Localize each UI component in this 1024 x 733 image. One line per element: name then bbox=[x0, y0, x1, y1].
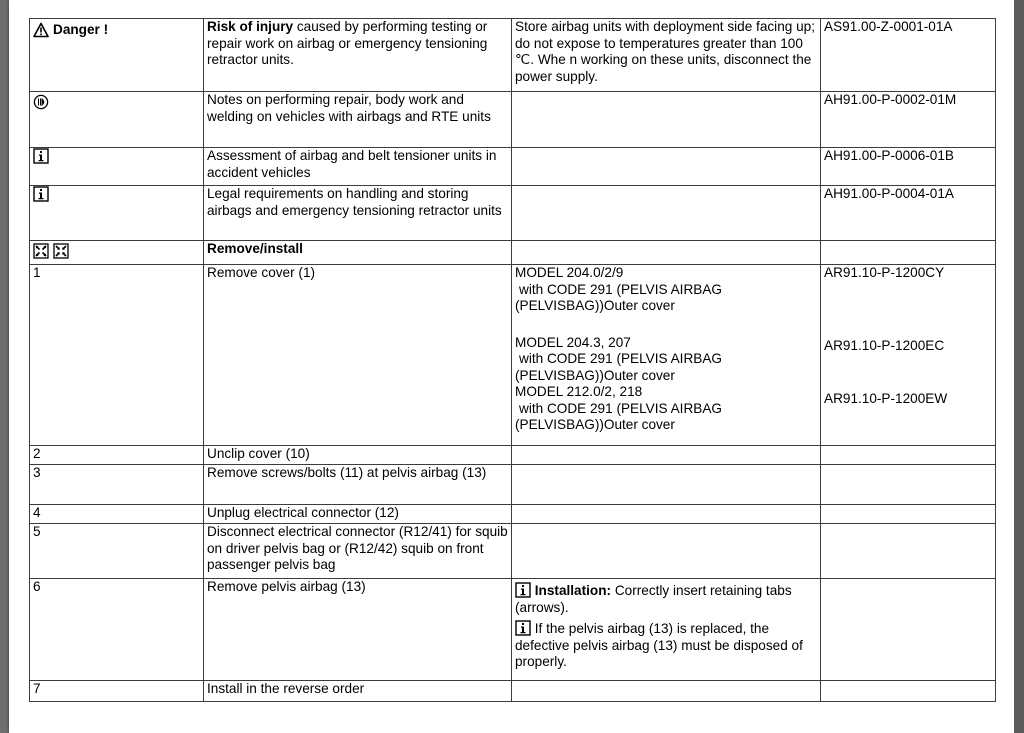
work-text: Assessment of airbag and belt tensioner units in accident vehicles bbox=[207, 148, 497, 180]
work-cell bbox=[204, 241, 512, 265]
risk-text: caused by performing testing or repair work on airbag or emergency tensioning retractor units. bbox=[207, 19, 488, 67]
info-cell bbox=[512, 505, 821, 524]
doc-cell bbox=[821, 148, 996, 186]
info-cell bbox=[512, 241, 821, 265]
info-text: Store airbag units with deployment side facing up; do not expose to temperatures greater than 100 ℃. Whe n working on these units, disconnect the power supply. bbox=[515, 19, 815, 84]
table-row bbox=[30, 446, 996, 465]
table-row bbox=[30, 186, 996, 241]
table-row bbox=[30, 92, 996, 148]
work-text: Remove pelvis airbag (13) bbox=[207, 579, 366, 594]
step-cell bbox=[30, 505, 204, 524]
info-cell bbox=[512, 465, 821, 505]
window-edge bbox=[1014, 0, 1024, 733]
disposal-note bbox=[515, 620, 817, 671]
table-row bbox=[30, 579, 996, 681]
info-cell bbox=[512, 265, 821, 446]
info-cell bbox=[512, 524, 821, 579]
work-cell bbox=[204, 148, 512, 186]
note-text: Correctly insert retaining tabs (arrows). bbox=[515, 583, 792, 615]
doc-cell bbox=[821, 92, 996, 148]
step-cell bbox=[30, 92, 204, 148]
doc-link[interactable]: AH91.00-P-0006-01B bbox=[824, 148, 954, 163]
step-number: 7 bbox=[33, 681, 41, 696]
work-text: Disconnect electrical connector (R12/41) for squib on driver pelvis bag or (R12/42) squib on front passenger pelvis bag bbox=[207, 524, 508, 572]
model-variant bbox=[515, 335, 817, 385]
document-page bbox=[9, 0, 1014, 733]
work-text: Unclip cover (10) bbox=[207, 446, 310, 461]
note-title: Installation: bbox=[534, 583, 612, 598]
doc-cell bbox=[821, 265, 996, 446]
info-cell bbox=[512, 186, 821, 241]
step-number: 6 bbox=[33, 579, 41, 594]
table-row bbox=[30, 524, 996, 579]
info-icon bbox=[515, 582, 531, 598]
model-tail: (PELVISBAG))Outer cover bbox=[515, 367, 675, 383]
step-number: 3 bbox=[33, 465, 41, 480]
doc-cell bbox=[821, 505, 996, 524]
work-cell bbox=[204, 505, 512, 524]
note-text: If the pelvis airbag (13) is replaced, the defective pelvis airbag (13) must be disposed of properly. bbox=[515, 621, 803, 669]
table-row bbox=[30, 505, 996, 524]
table-row bbox=[30, 19, 996, 92]
step-cell bbox=[30, 524, 204, 579]
work-cell bbox=[204, 465, 512, 505]
table-row bbox=[30, 241, 996, 265]
doc-link[interactable]: AR91.10-P-1200EW bbox=[824, 391, 948, 406]
work-text: Install in the reverse order bbox=[207, 681, 365, 696]
danger-label: Danger ! bbox=[53, 22, 109, 37]
step-number: 1 bbox=[33, 265, 41, 280]
model-code: with CODE 291 (PELVIS AIRBAG bbox=[519, 351, 722, 366]
info-icon bbox=[33, 148, 49, 164]
model-code: with CODE 291 (PELVIS AIRBAG bbox=[519, 400, 722, 416]
work-cell bbox=[204, 579, 512, 681]
work-cell bbox=[204, 19, 512, 92]
doc-link[interactable]: AS91.00-Z-0001-01A bbox=[824, 19, 953, 34]
info-cell bbox=[512, 148, 821, 186]
step-cell bbox=[30, 19, 204, 92]
step-number: 5 bbox=[33, 524, 41, 539]
table-row bbox=[30, 265, 996, 446]
section-title: Remove/install bbox=[207, 241, 303, 256]
doc-cell bbox=[821, 186, 996, 241]
step-cell bbox=[30, 446, 204, 465]
step-cell bbox=[30, 579, 204, 681]
install-icon bbox=[53, 243, 69, 259]
step-cell bbox=[30, 265, 204, 446]
step-cell bbox=[30, 241, 204, 265]
risk-title: Risk of injury bbox=[207, 19, 294, 34]
step-cell bbox=[30, 681, 204, 702]
model-variant bbox=[515, 384, 817, 434]
step-cell bbox=[30, 186, 204, 241]
doc-cell bbox=[821, 19, 996, 92]
repair-notes-icon bbox=[33, 94, 49, 110]
step-number: 2 bbox=[33, 446, 41, 461]
doc-cell bbox=[821, 241, 996, 265]
info-cell bbox=[512, 579, 821, 681]
table-row bbox=[30, 148, 996, 186]
model-tail: (PELVISBAG))Outer cover bbox=[515, 298, 675, 313]
work-cell bbox=[204, 265, 512, 446]
doc-cell bbox=[821, 446, 996, 465]
work-text: Unplug electrical connector (12) bbox=[207, 505, 399, 520]
info-cell bbox=[512, 446, 821, 465]
info-cell bbox=[512, 92, 821, 148]
work-cell bbox=[204, 681, 512, 702]
work-text: Legal requirements on handling and storing airbags and emergency tensioning retractor units bbox=[207, 186, 502, 218]
info-cell bbox=[512, 19, 821, 92]
installation-note bbox=[515, 579, 817, 616]
doc-link[interactable]: AH91.00-P-0004-01A bbox=[824, 186, 954, 201]
model-variant bbox=[515, 265, 817, 315]
doc-link[interactable]: AR91.10-P-1200CY bbox=[824, 265, 945, 280]
work-text: Remove cover (1) bbox=[207, 265, 316, 280]
doc-link[interactable]: AR91.10-P-1200EC bbox=[824, 337, 945, 353]
doc-cell bbox=[821, 465, 996, 505]
work-text: Notes on performing repair, body work and welding on vehicles with airbags and RTE units bbox=[207, 92, 491, 124]
work-text: Remove screws/bolts (11) at pelvis airbag (13) bbox=[207, 465, 487, 480]
model-name: MODEL 204.0/2/9 bbox=[515, 265, 624, 280]
info-icon bbox=[515, 620, 531, 636]
model-name: MODEL 212.0/2, 218 bbox=[515, 384, 643, 399]
remove-icon bbox=[33, 243, 49, 259]
model-name: MODEL 204.3, 207 bbox=[515, 334, 631, 350]
step-number: 4 bbox=[33, 505, 41, 520]
doc-cell bbox=[821, 681, 996, 702]
work-cell bbox=[204, 446, 512, 465]
work-cell bbox=[204, 92, 512, 148]
table-row bbox=[30, 681, 996, 702]
table-row bbox=[30, 465, 996, 505]
doc-cell bbox=[821, 524, 996, 579]
doc-cell bbox=[821, 579, 996, 681]
doc-link[interactable]: AH91.00-P-0002-01M bbox=[824, 92, 957, 107]
model-code: with CODE 291 (PELVIS AIRBAG bbox=[519, 281, 722, 297]
work-cell bbox=[204, 186, 512, 241]
info-cell bbox=[512, 681, 821, 702]
info-icon bbox=[33, 186, 49, 202]
procedure-table bbox=[29, 18, 996, 702]
step-cell bbox=[30, 148, 204, 186]
model-tail: (PELVISBAG))Outer cover bbox=[515, 417, 675, 432]
work-cell bbox=[204, 524, 512, 579]
step-cell bbox=[30, 465, 204, 505]
warning-triangle-icon bbox=[33, 22, 49, 38]
